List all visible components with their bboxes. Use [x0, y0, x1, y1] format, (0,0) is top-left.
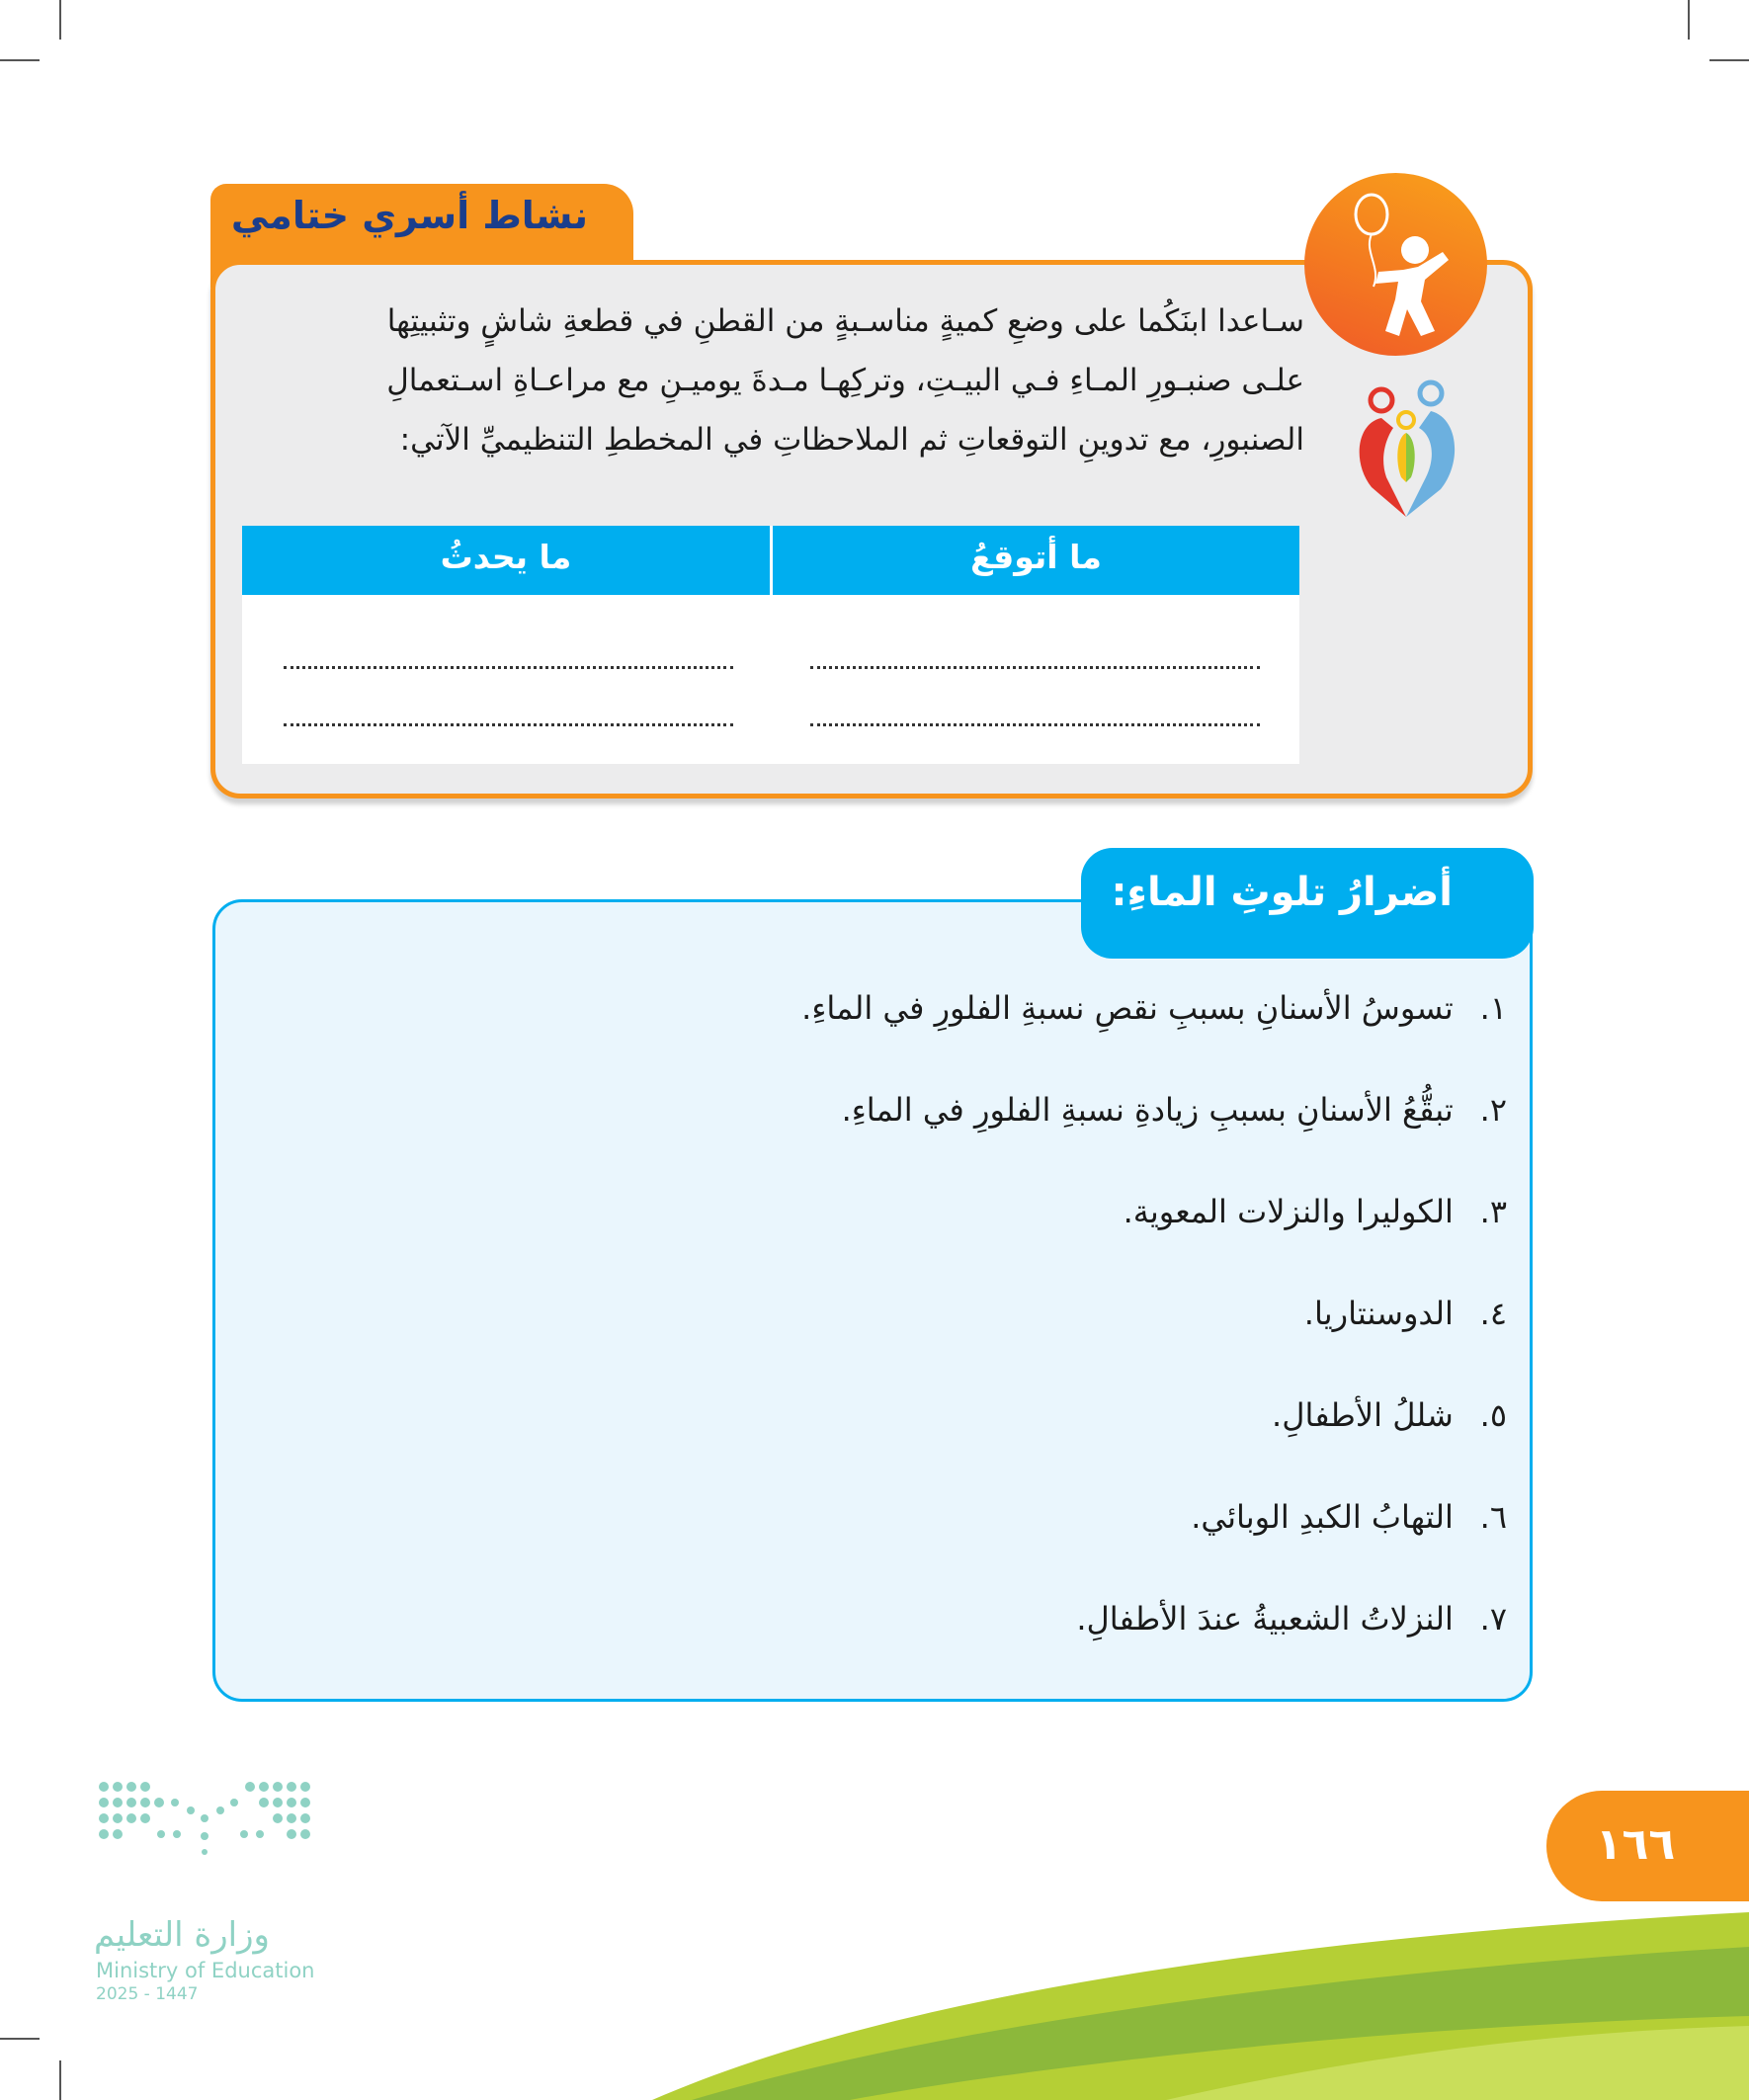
activity-title: نشاط أسري ختامي: [230, 194, 588, 237]
item-number: ٢.: [1479, 1091, 1507, 1129]
item-number: ١.: [1479, 989, 1507, 1027]
damages-list: [593, 983, 1507, 1696]
item-number: ٤.: [1479, 1295, 1507, 1332]
crop-mark: [1688, 0, 1690, 40]
list-item: [593, 1594, 1507, 1696]
header-expect: ما أتوقعُ: [773, 526, 1299, 595]
item-text: الدوسنتاريا.: [1303, 1295, 1454, 1332]
list-item: [593, 1390, 1507, 1492]
item-text: النزلاتُ الشعبيةُ عندَ الأطفالِ.: [1076, 1600, 1454, 1638]
list-item: [593, 1492, 1507, 1594]
item-text: التهابُ الكبدِ الوبائي.: [1191, 1498, 1454, 1536]
activity-line: الصنبورِ، مع تدوينِ التوقعاتِ ثم الملاحظاتِ في المخططِ التنظيميِّ الآتي:: [399, 422, 1304, 458]
item-number: ٦.: [1479, 1498, 1507, 1536]
organizer-chart: [242, 526, 1299, 764]
activity-instructions: [296, 292, 1304, 469]
child-balloon-icon: [1304, 173, 1487, 356]
crop-mark: [1709, 59, 1749, 61]
item-text: الكوليرا والنزلات المعوية.: [1123, 1193, 1454, 1230]
item-number: ٣.: [1479, 1193, 1507, 1230]
item-text: شللُ الأطفالِ.: [1272, 1396, 1454, 1434]
page-number: ١٦٦: [1595, 1819, 1676, 1870]
family-icon: [1352, 378, 1460, 527]
decorative-swoosh: [0, 1878, 1749, 2100]
header-happens: ما يحدثُ: [242, 526, 770, 595]
answer-line-happens-2[interactable]: [284, 719, 733, 726]
list-item: [593, 1085, 1507, 1187]
crop-mark: [59, 0, 61, 40]
activity-line: علـى صنبـورِ المـاءِ فـي البيـتِ، وتركِهـا مـدةَ يوميـنِ مع مراعـاةِ اسـتعمالِ: [386, 363, 1304, 398]
ministry-name-en: Ministry of Education: [96, 1959, 315, 1982]
answer-line-expect-2[interactable]: [810, 719, 1260, 726]
damages-title: أضرارُ تلوثِ الماءِ:: [1111, 870, 1453, 915]
list-item: [593, 1289, 1507, 1390]
list-item: [593, 1187, 1507, 1289]
item-text: تبقُّعُ الأسنانِ بسببِ زيادةِ نسبةِ الفلورِ في الماءِ.: [841, 1091, 1454, 1129]
list-item: [593, 983, 1507, 1085]
activity-line: سـاعدا ابنَكُما على وضعِ كميةٍ مناسـبةٍ من القطنِ في قطعةِ شاشٍ وتثبيتِها: [386, 303, 1304, 339]
crop-mark: [0, 59, 40, 61]
activity-emblem: [1304, 173, 1487, 356]
item-number: ٥.: [1479, 1396, 1507, 1434]
item-number: ٧.: [1479, 1600, 1507, 1638]
ministry-name-ar: وزارة التعليم: [94, 1915, 270, 1955]
ministry-year: 2025 - 1447: [96, 1984, 199, 2004]
answer-line-expect-1[interactable]: [810, 662, 1260, 669]
answer-line-happens-1[interactable]: [284, 662, 733, 669]
item-text: تسوسُ الأسنانِ بسببِ نقصِ نسبةِ الفلورِ في الماءِ.: [801, 989, 1454, 1027]
